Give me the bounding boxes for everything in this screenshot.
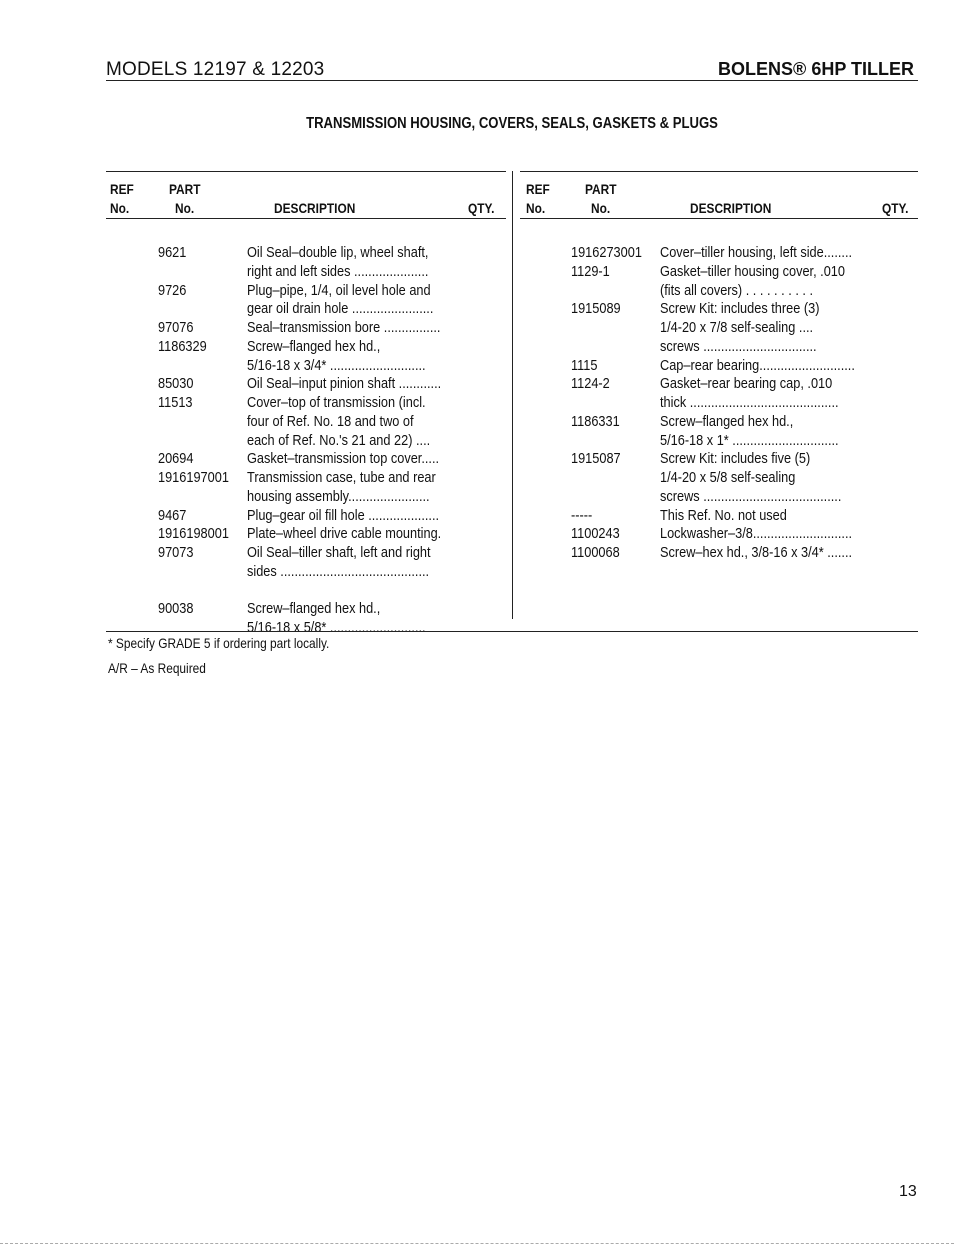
left-ref-header-2: No.	[110, 200, 130, 216]
part-description: Oil Seal–input pinion shaft ............	[247, 375, 442, 393]
scan-edge-rule	[0, 1243, 954, 1244]
footnote-grade: * Specify GRADE 5 if ordering part locally.	[108, 635, 330, 651]
left-part-header-1: PART	[169, 181, 201, 197]
part-description: 1/4-20 x 5/8 self-sealing	[660, 469, 796, 486]
part-description: Gasket–rear bearing cap, .010	[660, 375, 833, 393]
part-description: Transmission case, tube and rear	[247, 469, 436, 486]
part-description: right and left sides .....................	[247, 262, 429, 280]
part-description: each of Ref. No.'s 21 and 22) ....	[247, 431, 431, 449]
left-part-header-2: No.	[175, 200, 195, 216]
part-description: Screw–flanged hex hd.,	[247, 337, 381, 355]
part-number: 9467	[158, 506, 187, 524]
header-models: MODELS 12197 & 12203	[106, 59, 325, 80]
left-header-rule	[106, 218, 506, 219]
part-number: 90038	[158, 600, 194, 618]
table-bottom-rule	[106, 631, 918, 632]
part-number: 1915089	[571, 300, 621, 318]
part-description: four of Ref. No. 18 and two of	[247, 412, 414, 430]
part-description: Screw–flanged hex hd.,	[247, 600, 381, 618]
part-number: 1916273001	[571, 244, 642, 261]
right-part-header-2: No.	[591, 200, 611, 216]
part-description: Cover–tiller housing, left side........	[660, 244, 853, 261]
part-description: screws .......................................	[660, 487, 842, 505]
part-number: -----	[571, 506, 593, 524]
part-description: Gasket–tiller housing cover, .010	[660, 262, 845, 280]
part-description: 5/16-18 x 5/8* ...........................	[247, 619, 426, 636]
part-description: Screw Kit: includes five (5)	[660, 450, 811, 468]
page-number: 13	[899, 1183, 917, 1200]
part-description: 5/16-18 x 3/4* ...........................	[247, 356, 426, 374]
part-number: 1100243	[571, 525, 620, 543]
right-part-header-1: PART	[585, 181, 617, 197]
part-description: Gasket–transmission top cover.....	[247, 450, 440, 468]
part-number: 9621	[158, 244, 187, 261]
part-number: 85030	[158, 375, 194, 393]
right-ref-header-2: No.	[526, 200, 546, 216]
page-title: TRANSMISSION HOUSING, COVERS, SEALS, GASKETS & PLUGS	[306, 115, 718, 132]
part-description: 5/16-18 x 1* ..............................	[660, 431, 839, 449]
table-top-rule-right	[520, 171, 918, 172]
part-number: 1915087	[571, 450, 621, 468]
left-qty-header: QTY.	[468, 200, 495, 216]
part-description: Seal–transmission bore ................	[247, 319, 441, 336]
part-description: Oil Seal–double lip, wheel shaft,	[247, 244, 429, 261]
part-description: Cover–top of transmission (incl.	[247, 394, 426, 411]
part-description: housing assembly.......................	[247, 487, 430, 505]
part-description: Screw–hex hd., 3/8-16 x 3/4* .......	[660, 544, 853, 561]
part-number: 1124-2	[571, 375, 610, 393]
part-description: Plug–pipe, 1/4, oil level hole and	[247, 281, 431, 299]
part-number: 1916197001	[158, 469, 229, 486]
part-description: (fits all covers) . . . . . . . . . .	[660, 281, 814, 299]
right-qty-header: QTY.	[882, 200, 909, 216]
part-description: Plate–wheel drive cable mounting.	[247, 525, 442, 543]
part-number: 1129-1	[571, 262, 610, 280]
part-description: screws ................................	[660, 337, 817, 355]
table-column-divider	[512, 171, 513, 619]
right-description-header: DESCRIPTION	[690, 200, 772, 216]
header-brand: BOLENS® 6HP TILLER	[718, 59, 914, 79]
part-description: Plug–gear oil fill hole ....................	[247, 506, 440, 524]
part-description: 1/4-20 x 7/8 self-sealing ....	[660, 319, 814, 336]
part-number: 1186329	[158, 337, 207, 355]
table-top-rule-left	[106, 171, 506, 172]
part-description: sides ..........................................	[247, 562, 430, 580]
right-ref-header-1: REF	[526, 181, 550, 197]
part-number: 9726	[158, 281, 187, 299]
right-header-rule	[520, 218, 918, 219]
part-number: 20694	[158, 450, 194, 468]
part-description: Lockwasher–3/8............................	[660, 525, 853, 543]
part-number: 97073	[158, 544, 194, 561]
part-number: 97076	[158, 319, 194, 336]
part-description: thick ..........................................	[660, 394, 839, 411]
part-description: Screw–flanged hex hd.,	[660, 412, 794, 430]
part-number: 1100068	[571, 544, 620, 561]
left-ref-header-1: REF	[110, 181, 134, 197]
part-description: gear oil drain hole .......................	[247, 300, 434, 318]
part-description: Cap–rear bearing...........................	[660, 356, 855, 374]
part-number: 1916198001	[158, 525, 229, 543]
left-description-header: DESCRIPTION	[274, 200, 356, 216]
footnote-ar: A/R – As Required	[108, 660, 206, 676]
part-description: Oil Seal–tiller shaft, left and right	[247, 544, 431, 561]
part-number: 1186331	[571, 412, 620, 430]
part-number: 11513	[158, 394, 193, 411]
part-description: This Ref. No. not used	[660, 506, 787, 524]
part-description: Screw Kit: includes three (3)	[660, 300, 820, 318]
header-rule	[106, 80, 918, 81]
part-number: 1115	[571, 356, 598, 374]
